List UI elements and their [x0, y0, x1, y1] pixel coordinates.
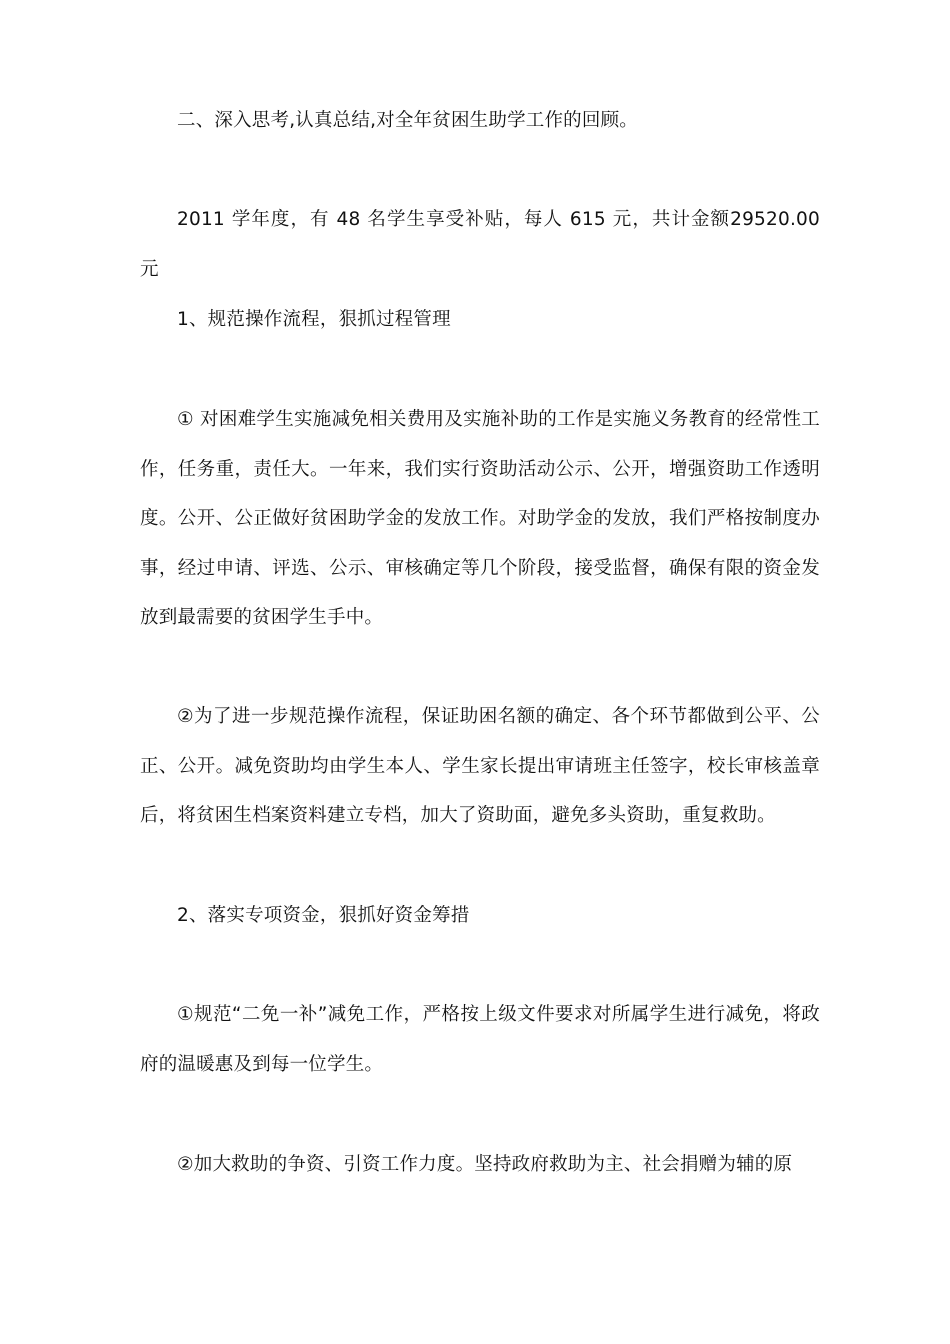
paragraph-item-2: ②为了进一步规范操作流程，保证助困名额的确定、各个环节都做到公平、公正、公开。减免资助均由学生本人、学生家长提出审请班主任签字，校长审核盖章后，将贫困生档案资料建立专档，加大了资助面，避免多头资助，重复救助。: [140, 706, 820, 826]
subsidy-summary-paragraph: 2011 学年度，有 48 名学生享受补贴，每人 615 元，共计金额29520.00 元: [140, 209, 820, 280]
paragraph-item-4: ②加大救助的争资、引资工作力度。坚持政府救助为主、社会捐赠为辅的原: [177, 1154, 793, 1175]
paragraph-item-1: ① 对困难学生实施减免相关费用及实施补助的工作是实施义务教育的经常性工作，任务重，责任大。一年来，我们实行资助活动公示、公开，增强资助工作透明度。公开、公正做好贫困助学金的发放工作。对助学金的发放，我们严格按制度办事，经过申请、评选、公示、审核确定等几个阶段，接受监督，确保有限的资金发放到最需要的贫困学生手中。: [140, 409, 820, 628]
subheading-special-funds: 2、落实专项资金，狠抓好资金筹措: [177, 905, 470, 926]
subheading-standardize-process: 1、规范操作流程，狠抓过程管理: [177, 309, 451, 330]
paragraph-item-3: ①规范“二免一补”减免工作，严格按上级文件要求对所属学生进行减免，将政府的温暖惠及到每一位学生。: [140, 1004, 820, 1075]
section-heading-review: 二、深入思考,认真总结,对全年贫困生助学工作的回顾。: [177, 110, 638, 131]
